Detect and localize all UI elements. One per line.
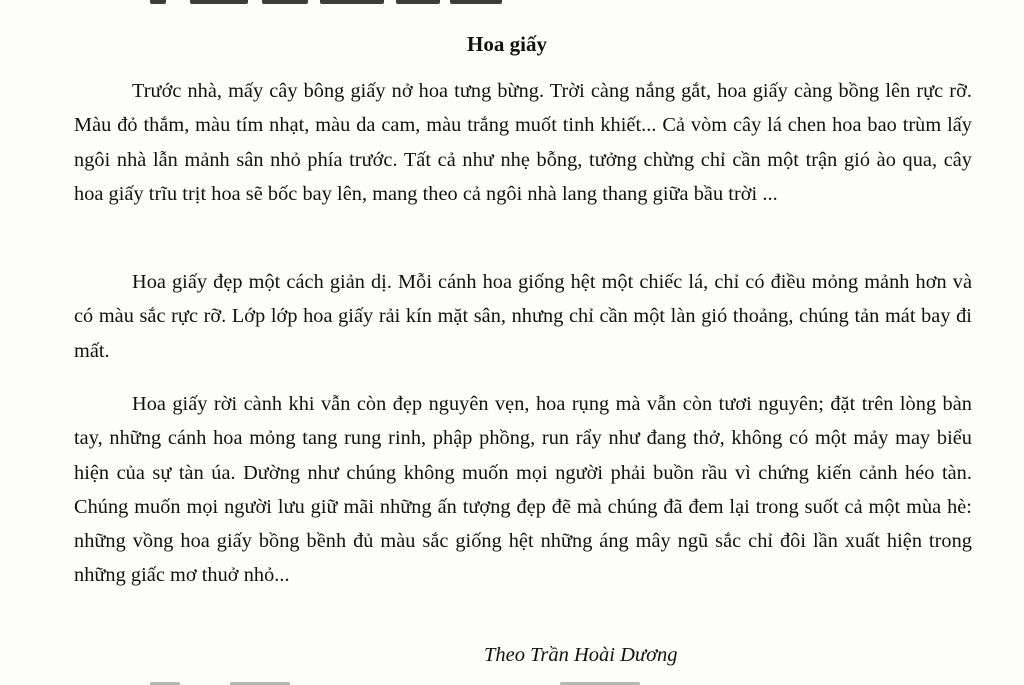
cropped-previous-line xyxy=(150,0,510,8)
cropped-next-line xyxy=(0,678,1024,685)
paragraph-1: Trước nhà, mấy cây bông giấy nở hoa tưng bừng. Trời càng nắng gắt, hoa giấy càng bồng lên rực rỡ. Màu đỏ thắm, màu tím nhạt, màu da cam, màu trắng muốt tinh khiết... Cả vòm cây lá chen hoa bao trùm lấy ngôi nhà lẫn mảnh sân nhỏ phía trước. Tất cả như nhẹ bỗng, tưởng chừng chỉ cần một trận gió ào qua, cây hoa giấy trĩu trịt hoa sẽ bốc bay lên, mang theo cả ngôi nhà lang thang giữa bầu trời ... xyxy=(74,80,972,205)
paragraph-2: Hoa giấy đẹp một cách giản dị. Mỗi cánh hoa giống hệt một chiếc lá, chỉ có điều mỏng mảnh hơn và có màu sắc rực rỡ. Lớp lớp hoa giấy rải kín mặt sân, nhưng chỉ cần một làn gió thoảng, chúng tản mát bay đi mất. xyxy=(74,271,972,362)
attribution: Theo Trần Hoài Dương xyxy=(484,644,678,666)
document-title: Hoa giấy xyxy=(467,32,547,56)
paragraph-3: Hoa giấy rời cành khi vẫn còn đẹp nguyên vẹn, hoa rụng mà vẫn còn tươi nguyên; đặt trên lòng bàn tay, những cánh hoa mỏng tang rung rinh, phập phồng, run rẩy như đang thở, không có một mảy may biểu hiện của sự tàn úa. Dường như chúng không muốn mọi người phải buồn rầu vì chứng kiến cảnh héo tàn. Chúng muốn mọi người lưu giữ mãi những ấn tượng đẹp đẽ mà chúng đã đem lại trong suốt cả một mùa hè: những vồng hoa giấy bồng bềnh đủ màu sắc giống hệt những áng mây ngũ sắc chỉ đôi lần xuất hiện trong những giấc mơ thuở nhỏ... xyxy=(74,393,972,587)
